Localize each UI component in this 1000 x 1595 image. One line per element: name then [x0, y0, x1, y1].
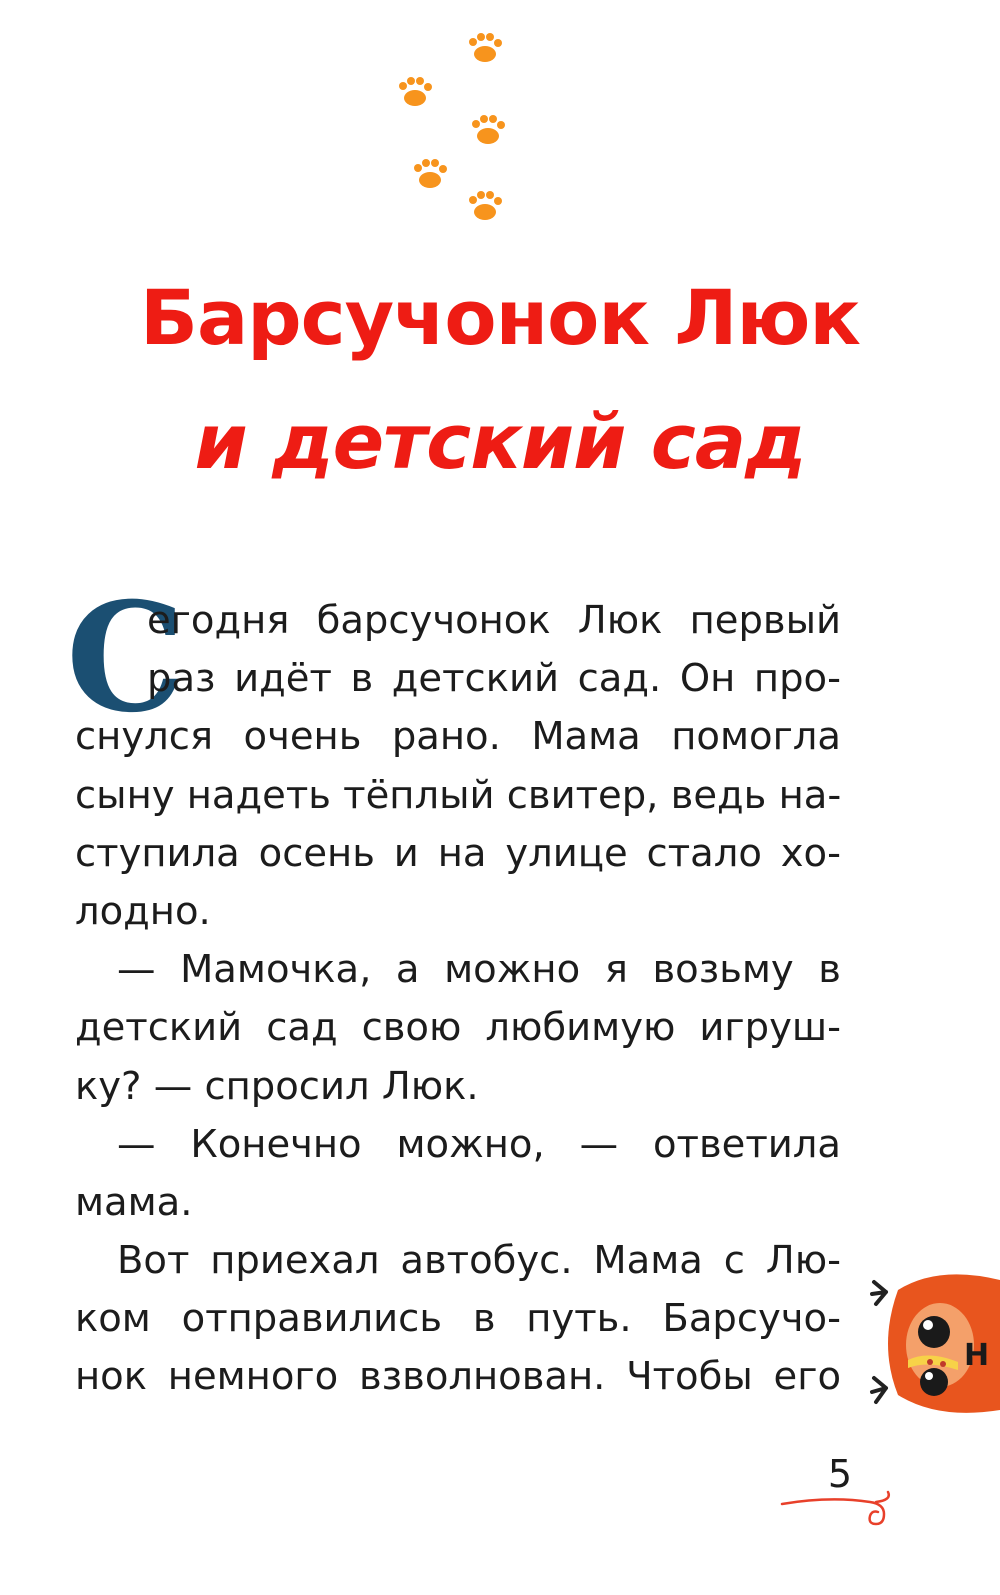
chapter-title-line-1: Барсучонок Люк	[140, 273, 860, 362]
chapter-title-line-2: и детский сад	[194, 397, 806, 486]
paw-print-icon	[469, 191, 502, 220]
text-line: ступила осень и на улице стало хо-	[75, 830, 841, 876]
text-line: — Мамочка, а можно я возьму в	[117, 947, 841, 993]
text-line: егодня барсучонок Люк первый	[147, 598, 841, 643]
svg-text:H: H	[964, 1338, 990, 1373]
text-line: — Конечно можно, — ответила	[117, 1121, 841, 1167]
text-line: сыну надеть тёплый свитер, ведь на-	[75, 772, 842, 818]
drop-cap-letter: С	[66, 570, 186, 746]
fox-mascot-icon	[868, 1270, 1000, 1420]
text-line: ку? — спросил Люк.	[75, 1063, 479, 1109]
text-line: нок немного взволнован. Чтобы его	[75, 1354, 841, 1400]
paw-print-icon	[399, 77, 432, 106]
paw-print-icon	[469, 33, 502, 62]
text-line: ком отправились в путь. Барсучо-	[75, 1296, 841, 1342]
text-line: мама.	[75, 1179, 193, 1225]
paw-print-icon	[414, 159, 447, 188]
text-line: Вот приехал автобус. Мама с Лю-	[117, 1238, 841, 1284]
text-line: снулся очень рано. Мама помогла	[75, 714, 841, 760]
paw-prints	[0, 0, 1000, 260]
text-line: детский сад свою любимую игруш-	[75, 1005, 841, 1051]
text-line: лодно.	[75, 888, 211, 934]
swirl-ornament-icon	[780, 1490, 900, 1540]
page-number: 5	[827, 1452, 853, 1496]
paw-print-icon	[472, 115, 505, 144]
story-text	[75, 592, 841, 1407]
text-line: раз идёт в детский сад. Он про-	[147, 656, 841, 702]
